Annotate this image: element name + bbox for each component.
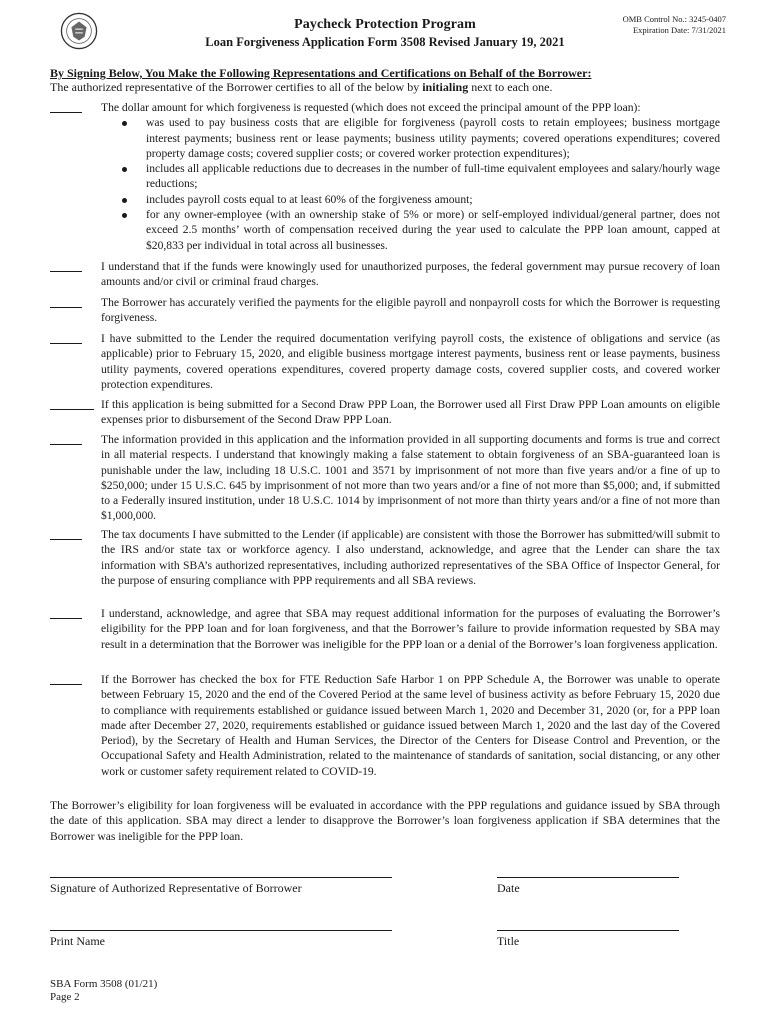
- certification-heading: By Signing Below, You Make the Following Representations and Certifications on Behalf of the Borrower:: [50, 66, 592, 80]
- certification-item: [50, 527, 720, 588]
- initial-blank[interactable]: [50, 295, 82, 308]
- list-item: [101, 207, 720, 253]
- bullet-icon: [122, 213, 127, 218]
- closing-statement: The Borrower’s eligibility for loan forgiveness will be evaluated in accordance with the PPP regulations and guidance issued by SBA through the date of this application. SBA may direct a lender to disapprove the Borrower’s loan forgiveness application if SBA determines that the Borrower was ineligible for the PPP loan.: [50, 799, 720, 843]
- bullet-text: includes all applicable reductions due to decreases in the number of full-time equivalent employees and salary/hourly wage reductions;: [146, 162, 720, 191]
- date-label: Date: [497, 881, 520, 895]
- certification-text: I have submitted to the Lender the required documentation verifying payroll costs, the existence of obligations and service (as applicable) prior to February 15, 2020, and eligible business mortgage interest payments, business rent or lease payments, business utility payments, covered operations expenditures, covered property damage costs, covered supplier costs, and covered worker protection expenditures.: [101, 332, 720, 391]
- title-line[interactable]: [497, 930, 679, 931]
- signature-label: Signature of Authorized Representative of Borrower: [50, 881, 302, 895]
- omb-info: [623, 14, 726, 36]
- certification-text: I understand, acknowledge, and agree that SBA may request additional information for the purposes of evaluating the Borrower’s eligibility for the PPP loan and for loan forgiveness, and that the Borrower’s failure to provide information requested by SBA may result in a determination that the Borrower was ineligible for the PPP loan or a denial of the Borrower’s loan forgiveness application.: [101, 607, 720, 651]
- certification-item: [50, 295, 720, 326]
- certification-item: [50, 432, 720, 524]
- certification-text: If this application is being submitted for a Second Draw PPP Loan, the Borrower used all First Draw PPP Loan amounts on eligible expenses prior to disbursement of the Second Draw PPP Loan.: [101, 398, 720, 427]
- initial-blank[interactable]: [50, 397, 94, 410]
- bullet-text: includes payroll costs equal to at least 60% of the forgiveness amount;: [146, 192, 473, 206]
- title-label: Title: [497, 934, 520, 948]
- certification-item: [50, 606, 720, 652]
- certification-text: I understand that if the funds were knowingly used for unauthorized purposes, the federal government may pursue recovery of loan amounts and/or civil or criminal fraud charges.: [101, 260, 720, 289]
- certification-item: [50, 259, 720, 290]
- form-title: Paycheck Protection Program: [294, 17, 476, 32]
- bullet-text: for any owner-employee (with an ownership stake of 5% or more) or self-employed individual/general partner, does not exceed 2.5 months’ worth of compensation received during the year used to calculate the PPP loan amount, capped at $20,833 per individual in total across all businesses.: [146, 208, 720, 252]
- omb-control-number: OMB Control No.: 3245-0407: [622, 14, 726, 24]
- bullet-list: [101, 115, 720, 253]
- initial-blank[interactable]: [50, 100, 82, 113]
- certification-text: The Borrower has accurately verified the payments for the eligible payroll and nonpayroll costs for which the Borrower is requesting forgiveness.: [101, 296, 720, 325]
- initial-blank[interactable]: [50, 432, 82, 445]
- list-item: [101, 161, 720, 192]
- date-line[interactable]: [497, 877, 679, 878]
- initial-blank[interactable]: [50, 331, 82, 344]
- print-name-label: Print Name: [50, 934, 105, 948]
- page-footer: [50, 978, 157, 1004]
- certification-text: The information provided in this application and the information provided in all supporting documents and forms is true and correct in all material respects. I understand that knowingly making a false statement to obtain forgiveness of an SBA-guaranteed loan is punishable under the law, including 18 U.S.C. 1001 and 3571 by imprisonment of not more than five years and/or a fine of up to $250,000; under 15 U.S.C. 645 by imprisonment of not more than two years and/or a fine of not more than $5,000; and, if submitted to a Federally insured institution, under 18 U.S.C. 1014 by imprisonment of not more than thirty years and/or a fine of not more than $1,000,000.: [101, 433, 720, 523]
- expiration-date: Expiration Date: 7/31/2021: [632, 25, 726, 35]
- list-item: [101, 192, 720, 207]
- certification-item: [50, 397, 720, 428]
- form-id: SBA Form 3508 (01/21): [50, 978, 158, 990]
- intro-text: The authorized representative of the Borrower certifies to all of the below by: [50, 80, 423, 94]
- certification-text: The dollar amount for which forgiveness is requested (which does not exceed the principal amount of the PPP loan):: [101, 101, 641, 114]
- bullet-text: was used to pay business costs that are eligible for forgiveness (payroll costs to retain employees; business mortgage interest payments; business rent or lease payments; business utility payments; covered operations expenditures; covered property damage costs; covered supplier costs; or covered worker protection expenditures);: [146, 116, 720, 160]
- print-name-line[interactable]: [50, 930, 392, 931]
- certification-text: The tax documents I have submitted to the Lender (if applicable) are consistent with those the Borrower has submitted/will submit to the IRS and/or state tax or workforce agency. I also understand, acknowledge, and agree that the Lender can share the tax information with SBA’s authorized representatives, including authorized representatives of the SBA Office of Inspector General, for the purpose of ensuring compliance with PPP requirements and all SBA reviews.: [101, 528, 720, 587]
- bullet-icon: [122, 167, 127, 172]
- bullet-icon: [122, 198, 127, 203]
- list-item: [101, 115, 720, 161]
- certification-item: [50, 100, 720, 253]
- signature-line[interactable]: [50, 877, 392, 878]
- bullet-icon: [122, 121, 127, 126]
- initial-blank[interactable]: [50, 259, 82, 272]
- certification-intro: [50, 80, 553, 95]
- certification-item: [50, 331, 720, 392]
- page-number: Page 2: [50, 991, 80, 1003]
- initial-blank[interactable]: [50, 606, 82, 619]
- initial-blank[interactable]: [50, 672, 82, 685]
- intro-bold-text: initialing: [422, 80, 469, 94]
- certification-item: [50, 672, 720, 779]
- initial-blank[interactable]: [50, 527, 82, 540]
- intro-text-end: next to each one.: [468, 80, 553, 94]
- certification-text: If the Borrower has checked the box for FTE Reduction Safe Harbor 1 on PPP Schedule A, the Borrower was unable to operate between February 15, 2020 and the end of the Covered Period at the same level of business activity as before February 15, 2020 due to compliance with requirements established or guidance issued between March 1, 2020 and December 31, 2020 (or, for a PPP loan made after December 27, 2020, requirements established or guidance issued between March 1, 2020 and the last day of the Covered Period), by the Secretary of Health and Human Services, the Director of the Centers for Disease Control and Prevention, or the Occupational Safety and Health Administration, related to the maintenance of standards of sanitation, social distancing, or any other work or customer safety requirement related to COVID-19.: [101, 673, 720, 778]
- form-subtitle: Loan Forgiveness Application Form 3508 Revised January 19, 2021: [205, 35, 565, 49]
